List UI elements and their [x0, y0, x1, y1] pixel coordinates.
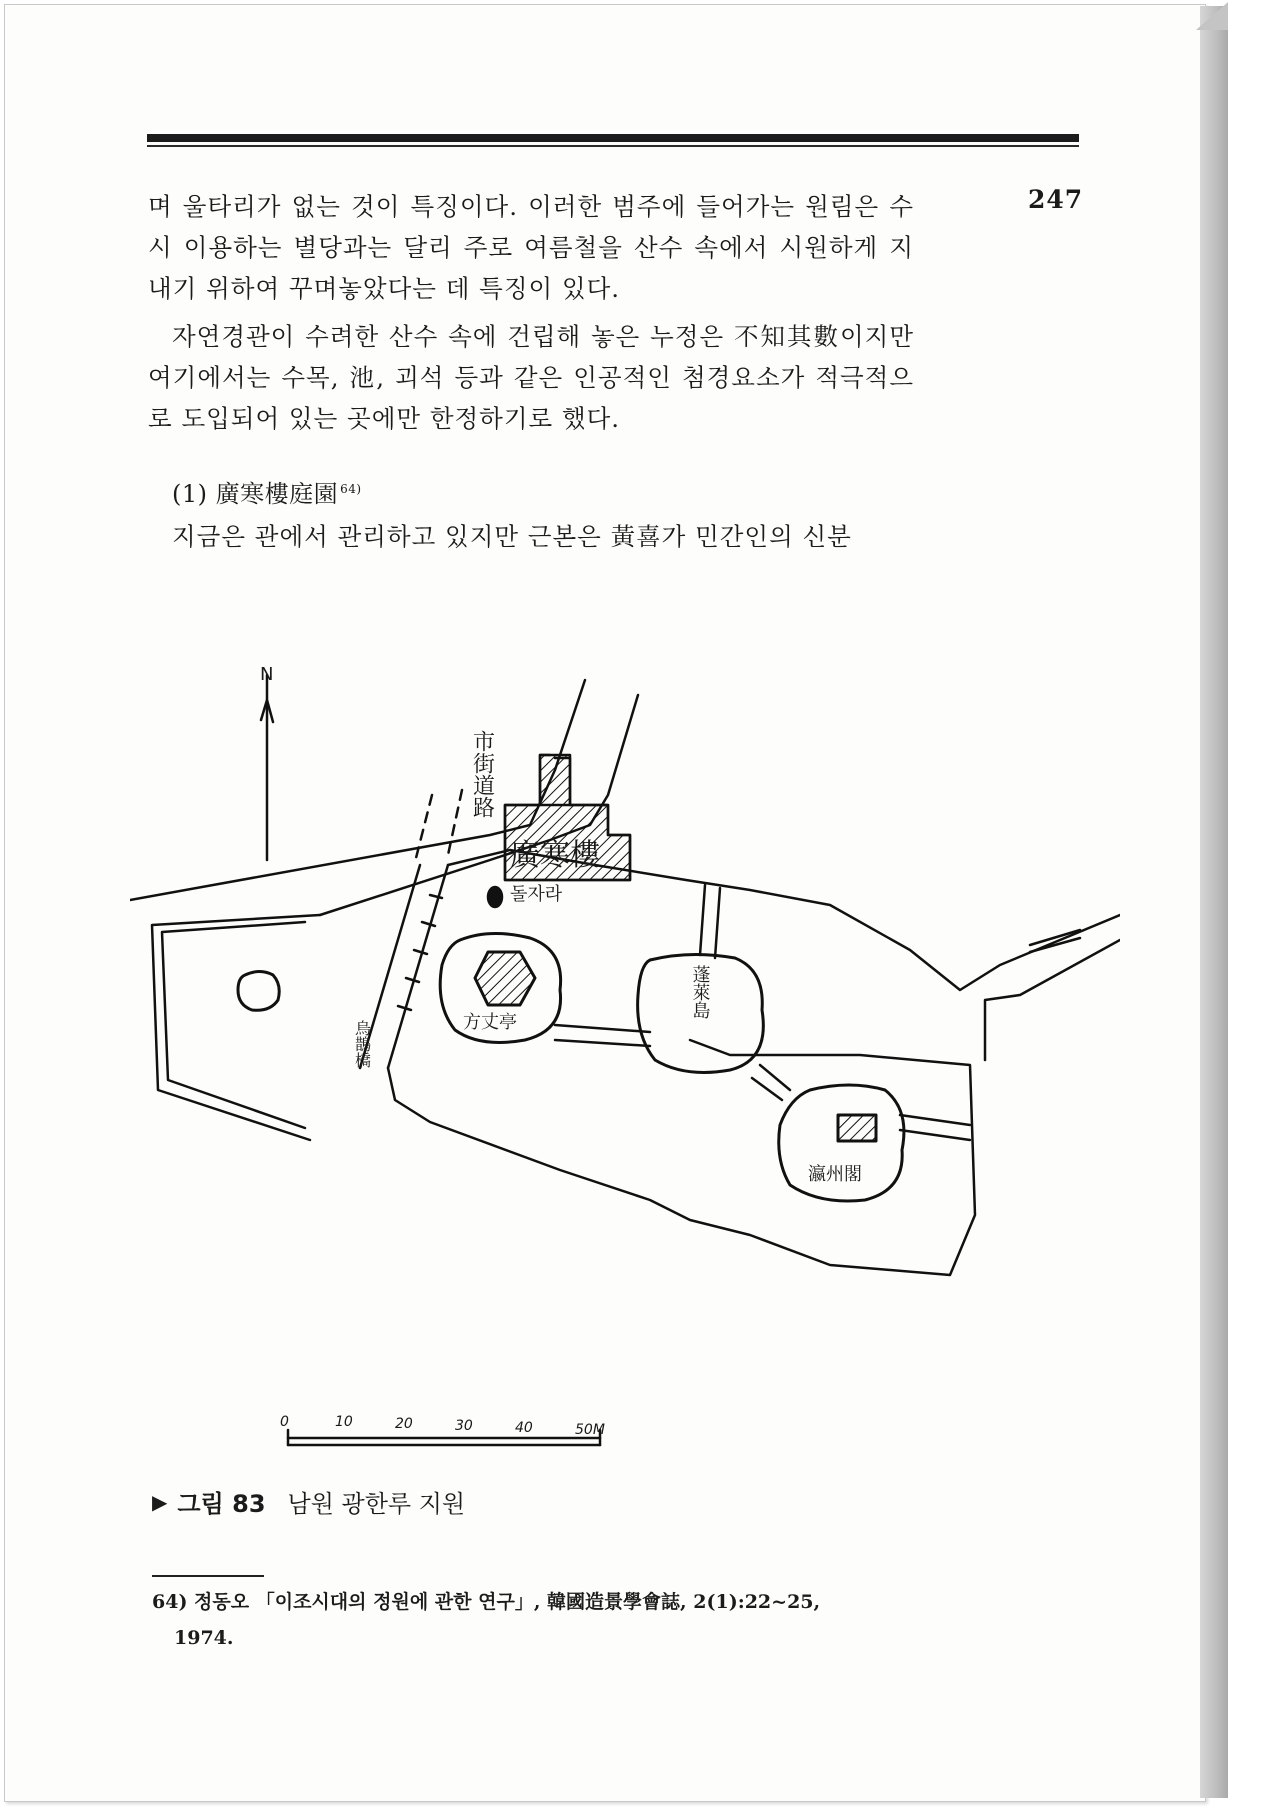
- scale-tick-20: 20: [395, 1416, 413, 1432]
- scale-tick-40: 40: [515, 1420, 533, 1436]
- stone-turtle-marker: [488, 887, 502, 907]
- site-plan-drawing: [130, 660, 1120, 1460]
- pavilion-bongrae-label: 蓬萊島: [689, 965, 711, 1019]
- pavilion-bangjang-label: 方丈亭: [463, 1012, 517, 1033]
- scale-tick-0: 0: [280, 1414, 289, 1430]
- site-plan-figure: [130, 660, 1120, 1460]
- footnote-reference: 64): [340, 482, 362, 496]
- scale-bar: [288, 1430, 600, 1445]
- header-rule-thick: [147, 134, 1079, 142]
- pond-outline: [388, 850, 1120, 1275]
- street-label: 市街道路: [469, 730, 495, 818]
- scale-tick-30: 30: [455, 1418, 473, 1434]
- header-rule-thin: [147, 145, 1079, 147]
- caption-marker-icon: ▶: [152, 1489, 168, 1514]
- section-heading: [172, 474, 362, 509]
- ojak-bridge: [360, 865, 448, 1068]
- page-corner-fold: [1196, 2, 1228, 30]
- bridge-label: 烏鵲橋: [352, 1020, 372, 1068]
- page-number: 247: [1028, 185, 1084, 214]
- left-enclosure: [152, 915, 320, 1140]
- figure-number: 그림 83: [177, 1490, 266, 1518]
- paragraph-1: 며 울타리가 없는 것이 특징이다. 이러한 범주에 들어가는 원림은 수시 이용하는 별당과는 달리 주로 여름철을 산수 속에서 시원하게 지내기 위하여 꾸며놓았다는 데 특징이 있다.: [148, 192, 914, 303]
- page-stack-edge: [1200, 6, 1228, 1798]
- caption-text: 남원 광한루 지원: [287, 1490, 466, 1518]
- paragraph-2: [148, 316, 914, 439]
- stone-turtle-label: 돌자라: [510, 884, 563, 905]
- scale-tick-10: 10: [335, 1414, 353, 1430]
- paragraph-2-text: 자연경관이 수려한 산수 속에 건립해 놓은 누정은 不知其數이지만 여기에서는 수목, 池, 괴석 등과 같은 인공적인 첨경요소가 적극적으로 도입되어 있는 곳에만 한정하기로 했다.: [148, 322, 914, 433]
- figure-caption: [152, 1484, 465, 1519]
- paragraph-3: 지금은 관에서 관리하고 있지만 근본은 黃喜가 민간인의 신분: [172, 522, 852, 551]
- building-label: 廣寒樓: [510, 838, 600, 873]
- scale-tick-50m: 50M: [575, 1422, 605, 1438]
- section-heading-text: (1) 廣寒樓庭園: [172, 480, 339, 508]
- small-island: [238, 972, 279, 1011]
- north-arrow: [261, 675, 273, 860]
- north-label: N: [260, 664, 274, 685]
- pavilion-yeongju-label: 瀛州閣: [808, 1164, 862, 1185]
- footnote: [152, 1584, 912, 1656]
- footnote-line-1: 64) 정동오 「이조시대의 정원에 관한 연구」, 韓國造景學會誌, 2(1):22~25,: [152, 1591, 821, 1613]
- footnote-rule: [152, 1575, 264, 1577]
- footnote-line-2: 1974.: [174, 1627, 234, 1649]
